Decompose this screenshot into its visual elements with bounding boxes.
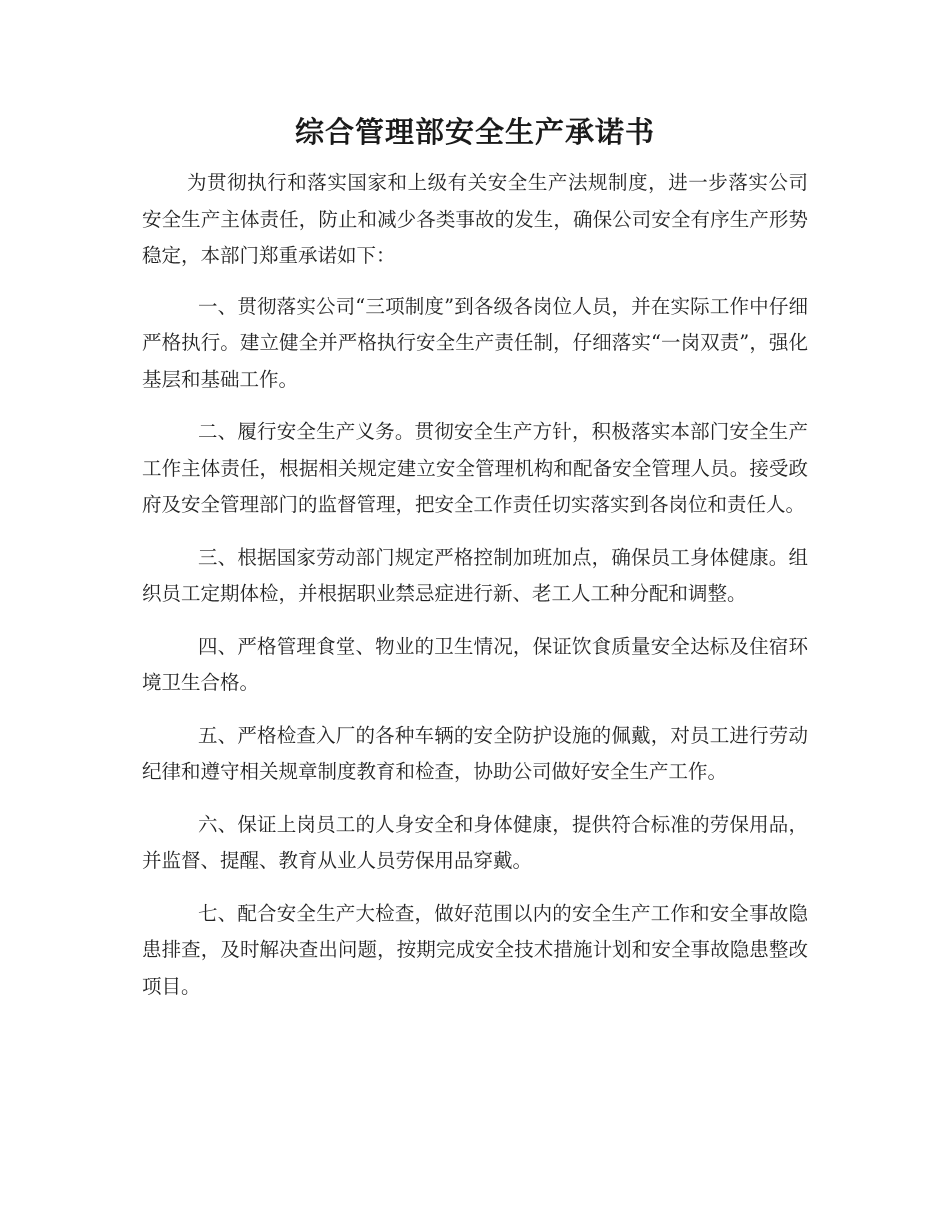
clause-paragraph-7: 七、配合安全生产大检查，做好范围以内的安全生产工作和安全事故隐患排查，及时解决查出问题，按期完成安全技术措施计划和安全事故隐患整改项目。	[142, 901, 808, 998]
clause-paragraph-1: 一、贯彻落实公司“三项制度”到各级各岗位人员，并在实际工作中仔细严格执行。建立健全并严格执行安全生产责任制，仔细落实“一岗双责”，强化基层和基础工作。	[142, 294, 808, 391]
clause-paragraph-2: 二、履行安全生产义务。贯彻安全生产方针，积极落实本部门安全生产工作主体责任，根据相关规定建立安全管理机构和配备安全管理人员。接受政府及安全管理部门的监督管理，把安全工作责任切实落实到各岗位和责任人。	[142, 420, 808, 516]
clause-paragraph-3: 三、根据国家劳动部门规定严格控制加班加点，确保员工身体健康。组织员工定期体检，并根据职业禁忌症进行新、老工人工种分配和调整。	[142, 545, 808, 605]
clause-paragraph-6: 六、保证上岗员工的人身安全和身体健康，提供符合标准的劳保用品，并监督、提醒、教育从业人员劳保用品穿戴。	[142, 812, 808, 872]
clause-paragraph-4: 四、严格管理食堂、物业的卫生情况，保证饮食质量安全达标及住宿环境卫生合格。	[142, 634, 808, 694]
clause-paragraph-5: 五、严格检查入厂的各种车辆的安全防护设施的佩戴，对员工进行劳动纪律和遵守相关规章制度教育和检查，协助公司做好安全生产工作。	[142, 723, 808, 783]
intro-paragraph: 为贯彻执行和落实国家和上级有关安全生产法规制度，进一步落实公司安全生产主体责任，防止和减少各类事故的发生，确保公司安全有序生产形势稳定，本部门郑重承诺如下：	[142, 171, 808, 267]
document-title: 综合管理部安全生产承诺书	[294, 115, 655, 149]
document-body	[142, 165, 808, 1021]
